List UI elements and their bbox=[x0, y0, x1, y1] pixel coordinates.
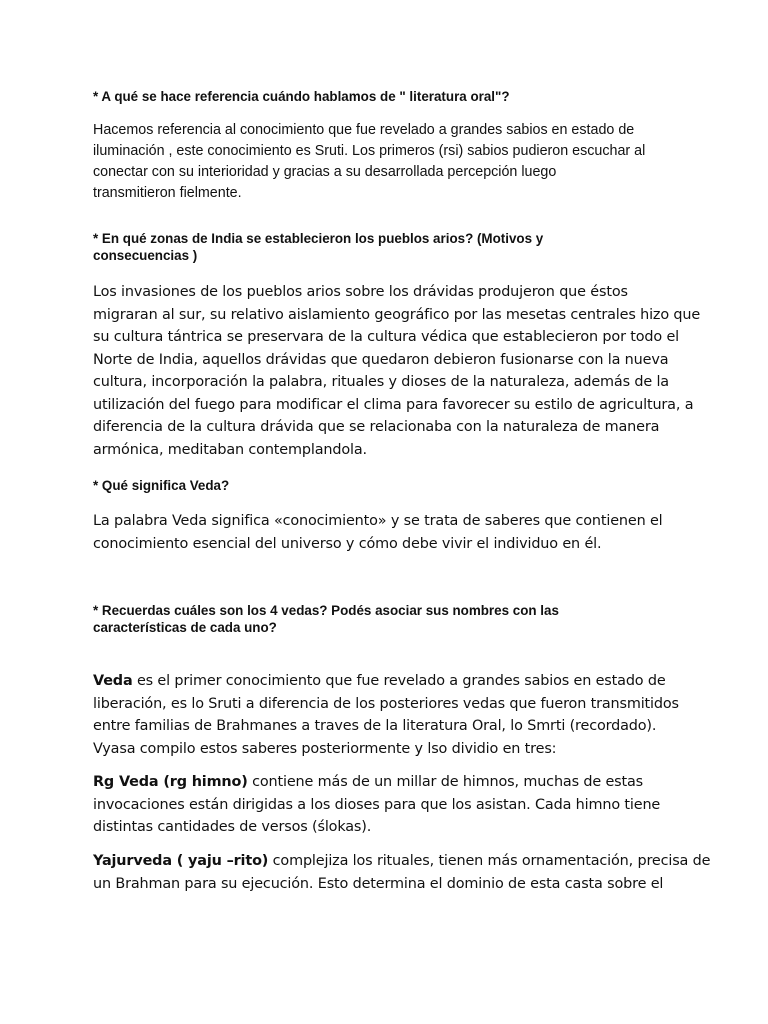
answer-line: cultura, incorporación la palabra, rituales y dioses de la naturaleza, además de la bbox=[93, 374, 669, 390]
answer-line: iluminación , este conocimiento es Sruti. Los primeros (rsi) sabios pudieron escuchar al bbox=[93, 143, 646, 159]
question-line: * A qué se hace referencia cuándo hablamos de " literatura oral"? bbox=[93, 89, 510, 104]
paragraph-text: es el primer conocimiento que fue revelado a grandes sabios en estado de bbox=[132, 673, 666, 689]
question-line: * Recuerdas cuáles son los 4 vedas? Podés asociar sus nombres con las bbox=[93, 603, 559, 618]
answer-line: conocimiento esencial del universo y cómo debe vivir el individuo en él. bbox=[93, 535, 602, 552]
answer-line: Norte de India, aquellos drávidas que quedaron debieron fusionarse con la nueva bbox=[93, 351, 669, 368]
answer-line: su cultura tántrica se preservara de la cultura védica que establecieron por todo el bbox=[93, 329, 680, 345]
answer-line: La palabra Veda significa «conocimiento» y se trata de saberes que contienen el bbox=[93, 513, 663, 529]
paragraph-line: un Brahman para su ejecución. Esto determina el dominio de esta casta sobre el bbox=[93, 875, 664, 892]
answer-aryan-zones bbox=[93, 281, 701, 461]
paragraph-line: Vyasa compilo estos saberes posteriormente y lso dividio en tres: bbox=[93, 740, 557, 757]
question-line: * Qué significa Veda? bbox=[93, 478, 230, 493]
answer-line: Hacemos referencia al conocimiento que fue revelado a grandes sabios en estado de bbox=[93, 122, 635, 138]
paragraph-line bbox=[93, 850, 711, 873]
term-veda: Veda bbox=[93, 673, 133, 689]
question-oral-literature bbox=[93, 88, 683, 105]
answer-line: diferencia de la cultura drávida que se relacionaba con la naturaleza de manera bbox=[93, 419, 660, 435]
answer-line: Los invasiones de los pueblos arios sobre los drávidas produjeron que éstos bbox=[93, 284, 628, 300]
paragraph-line bbox=[93, 771, 683, 794]
question-aryan-zones bbox=[93, 230, 683, 264]
answer-oral-literature bbox=[93, 120, 683, 204]
answer-line: migraran al sur, su relativo aislamiento geográfico por las mesetas centrales hizo que bbox=[93, 306, 701, 323]
paragraph-line: liberación, es lo Sruti a diferencia de los posteriores vedas que fueron transmitidos bbox=[93, 695, 679, 712]
paragraph-text: contiene más de un millar de himnos, muchas de estas bbox=[247, 774, 644, 790]
paragraph-line: entre familias de Brahmanes a traves de la literatura Oral, lo Smrti (recordado). bbox=[93, 718, 657, 734]
question-line: características de cada uno? bbox=[93, 620, 277, 635]
question-line: consecuencias ) bbox=[93, 248, 198, 263]
answer-line: conectar con su interioridad y gracias a su desarrollada percepción luego bbox=[93, 164, 557, 180]
paragraph-line bbox=[93, 670, 683, 693]
question-line: * En qué zonas de India se establecieron los pueblos arios? (Motivos y bbox=[93, 231, 544, 246]
paragraph-line: invocaciones están dirigidas a los dioses para que los asistan. Cada himno tiene bbox=[93, 796, 661, 813]
answer-line: armónica, meditaban contemplandola. bbox=[93, 441, 367, 458]
question-veda-meaning bbox=[93, 477, 683, 494]
question-four-vedas bbox=[93, 602, 683, 636]
term-rg-veda: Rg Veda (rg himno) bbox=[93, 774, 248, 790]
paragraph-text: complejiza los rituales, tienen más ornamentación, precisa de bbox=[268, 853, 711, 869]
paragraph-line: distintas cantidades de versos (ślokas). bbox=[93, 819, 372, 835]
answer-veda-meaning bbox=[93, 510, 683, 555]
term-yajurveda: Yajurveda ( yaju –rito) bbox=[93, 853, 269, 869]
answer-line: transmitieron fielmente. bbox=[93, 185, 242, 201]
paragraph-yajurveda bbox=[93, 850, 711, 895]
paragraph-veda bbox=[93, 670, 683, 760]
answer-line: utilización del fuego para modificar el clima para favorecer su estilo de agricultura, a bbox=[93, 396, 694, 413]
paragraph-rg-veda bbox=[93, 771, 683, 839]
